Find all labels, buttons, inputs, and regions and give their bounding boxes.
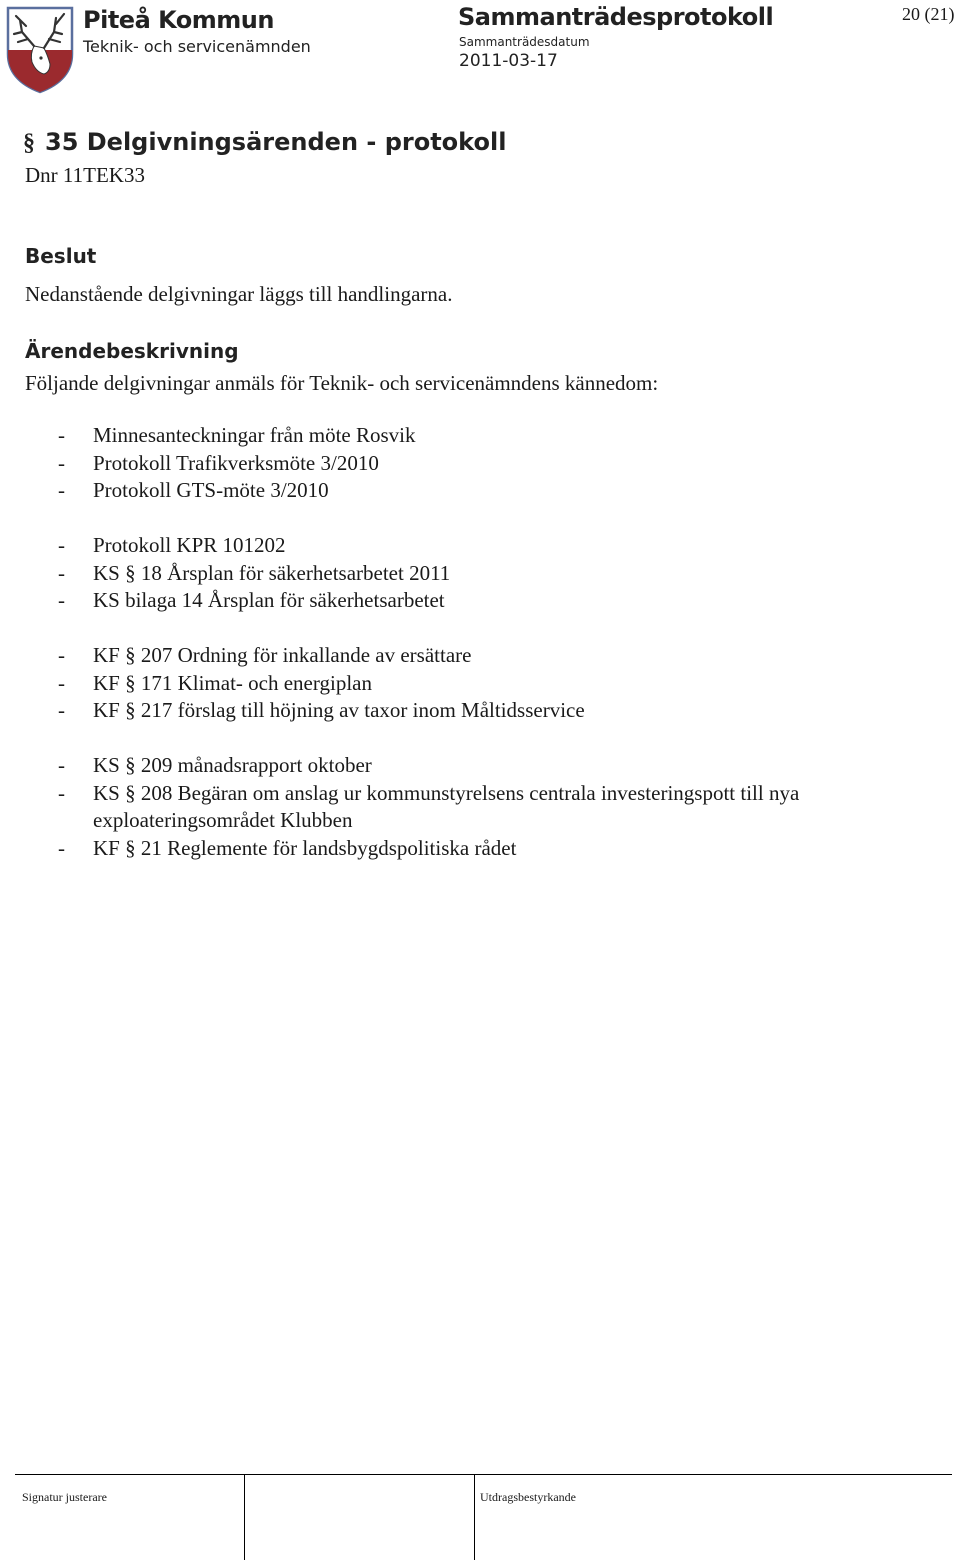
certification-label: Utdragsbestyrkande — [480, 1490, 576, 1504]
footer-column-divider — [244, 1474, 245, 1560]
list-dash: - — [58, 836, 65, 860]
list-dash: - — [58, 423, 65, 447]
description-intro: Följande delgivningar anmäls för Teknik- och servicenämndens kännedom: — [25, 371, 659, 395]
list-item-text: Protokoll KPR 101202 — [93, 533, 286, 557]
diary-number: Dnr 11TEK33 — [25, 163, 145, 187]
paragraph-sign: § — [23, 130, 35, 156]
list-dash: - — [58, 781, 65, 805]
list-item-text: Protokoll Trafikverksmöte 3/2010 — [93, 451, 379, 475]
decision-heading: Beslut — [25, 244, 97, 268]
footer-column-divider — [474, 1474, 475, 1560]
org-name: Piteå Kommun — [83, 6, 274, 34]
list-item-text: KF § 21 Reglemente för landsbygdspolitiska rådet — [93, 836, 517, 860]
committee-name: Teknik- och servicenämnden — [83, 37, 311, 56]
section-heading-text: 35 Delgivningsärenden - protokoll — [45, 128, 507, 156]
list-item-text: KS § 208 Begäran om anslag ur kommunstyrelsens centrala investeringspott till nya — [93, 781, 800, 805]
list-dash: - — [58, 451, 65, 475]
list-item-text: KF § 207 Ordning för inkallande av ersättare — [93, 643, 472, 667]
signature-label: Signatur justerare — [22, 1490, 107, 1504]
list-item-text: Minnesanteckningar från möte Rosvik — [93, 423, 416, 447]
decision-text: Nedanstående delgivningar läggs till handlingarna. — [25, 282, 453, 306]
list-dash: - — [58, 561, 65, 585]
list-item-text: KF § 171 Klimat- och energiplan — [93, 671, 372, 695]
list-dash: - — [58, 671, 65, 695]
list-item-text: exploateringsområdet Klubben — [93, 808, 353, 832]
reindeer-coat-of-arms-icon — [4, 2, 76, 94]
page-number: 20 (21) — [902, 4, 955, 24]
list-dash: - — [58, 478, 65, 502]
list-dash: - — [58, 588, 65, 612]
list-dash: - — [58, 533, 65, 557]
footer-divider — [15, 1474, 952, 1475]
list-item-text: KS bilaga 14 Årsplan för säkerhetsarbetet — [93, 588, 445, 612]
list-item-text: Protokoll GTS-möte 3/2010 — [93, 478, 329, 502]
list-item-text: KS § 209 månadsrapport oktober — [93, 753, 372, 777]
description-heading: Ärendebeskrivning — [25, 339, 239, 363]
meeting-date-label: Sammanträdesdatum — [459, 35, 590, 49]
list-item-text: KS § 18 Årsplan för säkerhetsarbetet 2011 — [93, 561, 451, 585]
list-dash: - — [58, 753, 65, 777]
meeting-date-value: 2011-03-17 — [459, 51, 558, 71]
list-dash: - — [58, 643, 65, 667]
section-heading — [23, 128, 506, 157]
document-title: Sammanträdesprotokoll — [458, 3, 774, 31]
list-dash: - — [58, 698, 65, 722]
list-item-text: KF § 217 förslag till höjning av taxor inom Måltidsservice — [93, 698, 585, 722]
